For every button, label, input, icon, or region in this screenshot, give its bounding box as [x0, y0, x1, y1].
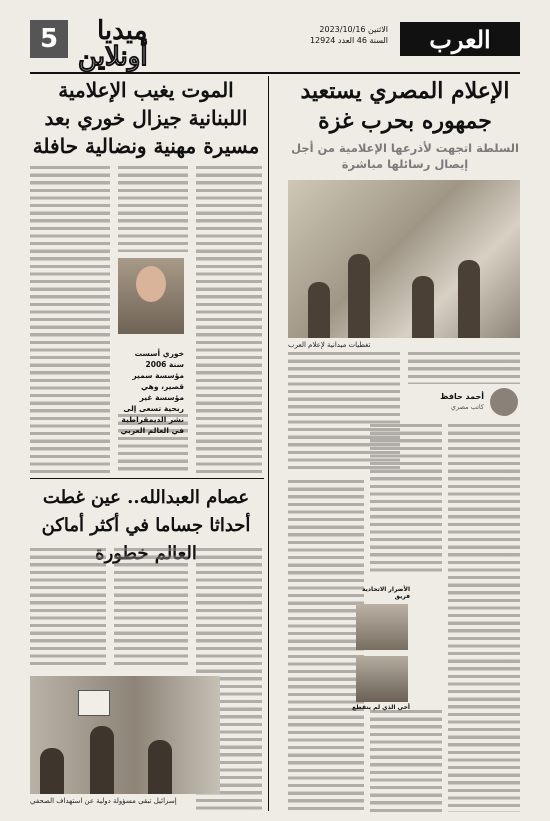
main-body-column — [448, 424, 520, 812]
page-header — [30, 16, 520, 72]
photo-figure — [90, 726, 114, 794]
section-divider — [30, 478, 264, 479]
author-avatar — [490, 388, 518, 416]
photo-figure — [148, 740, 172, 794]
main-body-column — [408, 352, 520, 384]
main-subheadline: السلطة اتجهت لأذرعها الإعلامية من أجل إيصال رسائلها مباشرة — [291, 141, 519, 171]
section-title-line2: أونلاين — [78, 42, 148, 72]
issue-date: الاثنين 2023/10/16 — [319, 25, 388, 34]
newspaper-logo: العرب — [400, 22, 520, 56]
photo-figure — [412, 276, 434, 338]
main-photo — [288, 180, 520, 338]
obituary-pull-quote: خوري أسست سنة 2006 مؤسسة سمير قصير، وهي مؤسسة غير ربحية تسعى إلى نشر الديمقراطية في العالم العربي — [120, 349, 184, 435]
photo-figure — [348, 254, 370, 338]
inset-photo — [356, 604, 408, 650]
main-headline: الإعلام المصري يستعيد جمهوره بحرب غزة — [300, 78, 510, 134]
photo-figure — [458, 260, 480, 338]
photo-figure — [308, 282, 330, 338]
issue-info — [310, 24, 388, 46]
inset-photo — [356, 656, 408, 702]
inset-caption: الأضرار الاتحادية فريق — [362, 586, 410, 600]
third-body-column — [114, 548, 188, 668]
obituary-portrait — [118, 258, 184, 334]
obituary-body-column — [196, 166, 262, 474]
third-headline: عصام العبدالله.. عين غطت أحداثا جساما في أكثر أماكن العالم خطورة — [41, 487, 251, 564]
issue-number: السنة 46 العدد 12924 — [309, 36, 388, 45]
byline — [410, 388, 518, 418]
main-body-column — [370, 424, 442, 574]
obituary-body-column — [118, 166, 188, 252]
section-title — [78, 18, 148, 70]
section-title-line1: ميديا — [96, 16, 148, 46]
third-body-column — [30, 548, 106, 668]
main-body-column — [288, 480, 364, 812]
obituary-headline: الموت يغيب الإعلامية اللبنانية جيزال خوري بعد مسيرة مهنية ونضالية حافلة — [32, 78, 260, 158]
main-body-column — [370, 710, 442, 812]
author-role: كاتب مصري — [450, 403, 484, 411]
header-rule — [30, 72, 520, 74]
author-name: أحمد حافظ — [440, 392, 484, 401]
photo-sign — [78, 690, 110, 716]
inset-caption: أخي الذي لم ينقطع — [352, 704, 410, 711]
main-photo-caption: تغطيات ميدانية لإعلام العرب — [288, 341, 371, 349]
page-number: 5 — [30, 20, 68, 58]
third-photo-caption: إسرائيل تبقى مسؤولة دولية عن استهداف الصحفي — [30, 797, 177, 805]
third-photo — [30, 676, 220, 794]
photo-figure — [40, 748, 64, 794]
obituary-body-column — [30, 166, 110, 474]
column-divider — [268, 76, 269, 811]
